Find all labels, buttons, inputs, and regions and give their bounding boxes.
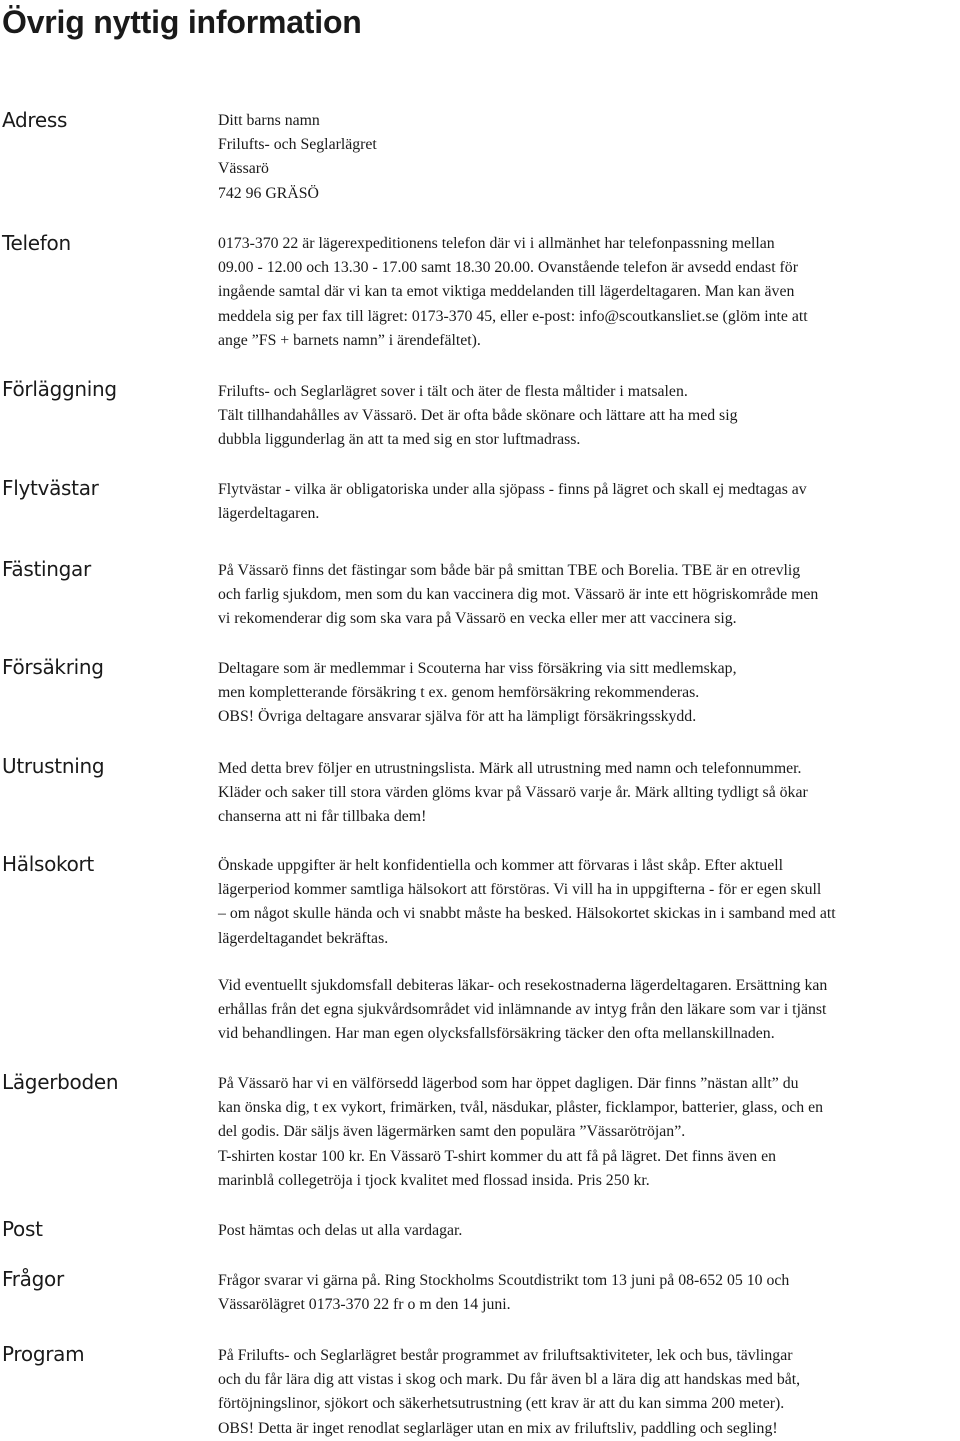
body-line: Tält tillhandahålles av Vässarö. Det är ofta både skönare och lättare att ha med sig — [218, 407, 738, 425]
body-line: OBS! Övriga deltagare ansvarar själva för att ha lämpligt försäkringsskydd. — [218, 708, 697, 726]
body-line: OBS! Detta är inget renodlat seglarläger utan en mix av friluftsliv, paddling och segling! — [218, 1419, 778, 1437]
body-line: marinblå collegetröja i tjock kvalitet med flossad insida. Pris 250 kr. — [218, 1171, 650, 1189]
section-body-adress — [218, 109, 960, 206]
section-body-halsokort — [218, 854, 960, 951]
section-label-program: Program — [2, 1342, 85, 1366]
body-line: kan önska dig, t ex vykort, frimärken, tvål, näsdukar, plåster, ficklampor, batterier, glass, och en — [218, 1099, 824, 1117]
section-body-lagerboden — [218, 1072, 960, 1193]
section-label-adress: Adress — [2, 108, 68, 132]
body-line: Kläder och saker till stora värden glöms kvar på Vässarö varje år. Märk allting tydligt så ökar — [218, 784, 808, 802]
body-line: ingående samtal där vi kan ta emot viktiga meddelanden till lägerdeltagaren. Man kan även — [218, 283, 795, 301]
section-label-utrustning: Utrustning — [2, 754, 105, 778]
body-line: lägerperiod kommer samtliga hälsokort att förstöras. Vi vill ha in uppgifterna - för er egen skull — [218, 881, 822, 899]
body-line: T-shirten kostar 100 kr. En Vässarö T-shirt kommer du att få på lägret. Det finns även en — [218, 1147, 777, 1165]
body-line: – om något skulle hända och vi snabbt måste ha besked. Hälsokortet skickas in i samband med att — [218, 905, 836, 923]
body-line: dubbla liggunderlag än att ta med sig en stor luftmadrass. — [218, 431, 581, 449]
page-title: Övrig nyttig information — [2, 4, 362, 40]
body-line: förtöjningslinor, sjökort och säkerhetsutrustning (ett krav är att du kan simma 200 meter). — [218, 1395, 785, 1413]
section-label-lagerboden: Lägerboden — [2, 1070, 119, 1094]
body-line: och farlig sjukdom, men som du kan vaccinera dig mot. Vässarö är inte ett högriskområde men — [218, 586, 819, 604]
section-body-forlaggning — [218, 380, 960, 453]
body-line: Deltagare som är medlemmar i Scouterna har viss försäkring via sitt medlemskap, — [218, 660, 737, 677]
body-line: Vid eventuellt sjukdomsfall debiteras läkar- och resekostnaderna lägerdeltagaren. Ersättning kan — [218, 977, 828, 994]
section-body-utrustning — [218, 757, 960, 830]
section-label-halsokort: Hälsokort — [2, 852, 94, 876]
body-line: lägerdeltagandet bekräftas. — [218, 929, 389, 947]
section-label-flytvastar: Flytvästar — [2, 476, 99, 500]
body-line: Med detta brev följer en utrustningslista. Märk all utrustning med namn och telefonnummer. — [218, 760, 802, 777]
section-body-post — [218, 1219, 960, 1243]
body-line: Frågor svarar vi gärna på. Ring Stockholms Scoutdistrikt tom 13 juni på 08-652 05 10 och — [218, 1272, 790, 1289]
section-label-telefon: Telefon — [2, 231, 71, 255]
body-line: Vässarölägret 0173-370 22 fr o m den 14 juni. — [218, 1296, 511, 1314]
body-line: ange ”FS + barnets namn” i ärendefältet). — [218, 331, 481, 349]
body-line: lägerdeltagaren. — [218, 505, 320, 523]
section-body-program — [218, 1344, 960, 1441]
body-line: Frilufts- och Seglarlägret sover i tält och äter de flesta måltider i matsalen. — [218, 383, 688, 400]
section-label-forlaggning: Förläggning — [2, 377, 117, 401]
section-label-fragor: Frågor — [2, 1267, 64, 1291]
body-line: Post hämtas och delas ut alla vardagar. — [218, 1222, 463, 1239]
section-label-post: Post — [2, 1217, 43, 1241]
section-body-forsakring — [218, 657, 960, 730]
section-label-fastingar: Fästingar — [2, 557, 91, 581]
body-line: vid behandlingen. Har man egen olycksfallsförsäkring täcker den ofta mellanskillnaden. — [218, 1025, 775, 1043]
section-body-telefon — [218, 232, 960, 353]
body-line: Ditt barns namn — [218, 112, 320, 129]
body-line: vi rekomenderar dig som ska vara på Vässarö en vecka eller mer att vaccinera sig. — [218, 610, 737, 628]
body-line: 742 96 GRÄSÖ — [218, 184, 319, 202]
body-line: Flytvästar - vilka är obligatoriska under alla sjöpass - finns på lägret och skall ej medtagas av — [218, 481, 807, 498]
body-line: men kompletterande försäkring t ex. genom hemförsäkring rekommenderas. — [218, 684, 700, 702]
body-line: På Vässarö har vi en välförsedd lägerbod som har öppet dagligen. Där finns ”nästan allt” du — [218, 1075, 799, 1092]
section-body-fastingar — [218, 559, 960, 632]
body-line: 0173-370 22 är lägerexpeditionens telefon där vi i allmänhet har telefonpassning mellan — [218, 235, 775, 252]
body-line: meddela sig per fax till lägret: 0173-370 45, eller e-post: info@scoutkansliet.se (glöm inte att — [218, 307, 808, 325]
body-line: Önskade uppgifter är helt konfidentiella och kommer att förvaras i låst skåp. Efter aktuell — [218, 857, 783, 874]
body-line: chanserna att ni får tillbaka dem! — [218, 808, 427, 826]
body-line: På Vässarö finns det fästingar som både bär på smittan TBE och Borelia. TBE är en otrevlig — [218, 562, 801, 579]
body-line: 09.00 - 12.00 och 13.30 - 17.00 samt 18.30 20.00. Ovanstående telefon är avsedd endast för — [218, 259, 798, 277]
body-line: och du får lära dig att vistas i skog och mark. Du får även bl a lära dig att handskas med båt, — [218, 1371, 801, 1389]
body-line: del godis. Där säljs även lägermärken samt den populära ”Vässarötröjan”. — [218, 1123, 686, 1141]
section-body-flytvastar — [218, 478, 960, 526]
body-line: På Frilufts- och Seglarlägret består programmet av friluftsaktiviteter, lek och bus, tävlingar — [218, 1347, 793, 1364]
section-label-forsakring: Försäkring — [2, 655, 104, 679]
section-body-sjukdomsfall — [218, 974, 960, 1047]
body-line: Frilufts- och Seglarlägret — [218, 136, 377, 154]
section-body-fragor — [218, 1269, 960, 1317]
body-line: Vässarö — [218, 160, 269, 178]
body-line: erhållas från det egna sjukvårdsområdet vid inlämnande av intyg från den läkare som var i tjänst — [218, 1001, 827, 1019]
